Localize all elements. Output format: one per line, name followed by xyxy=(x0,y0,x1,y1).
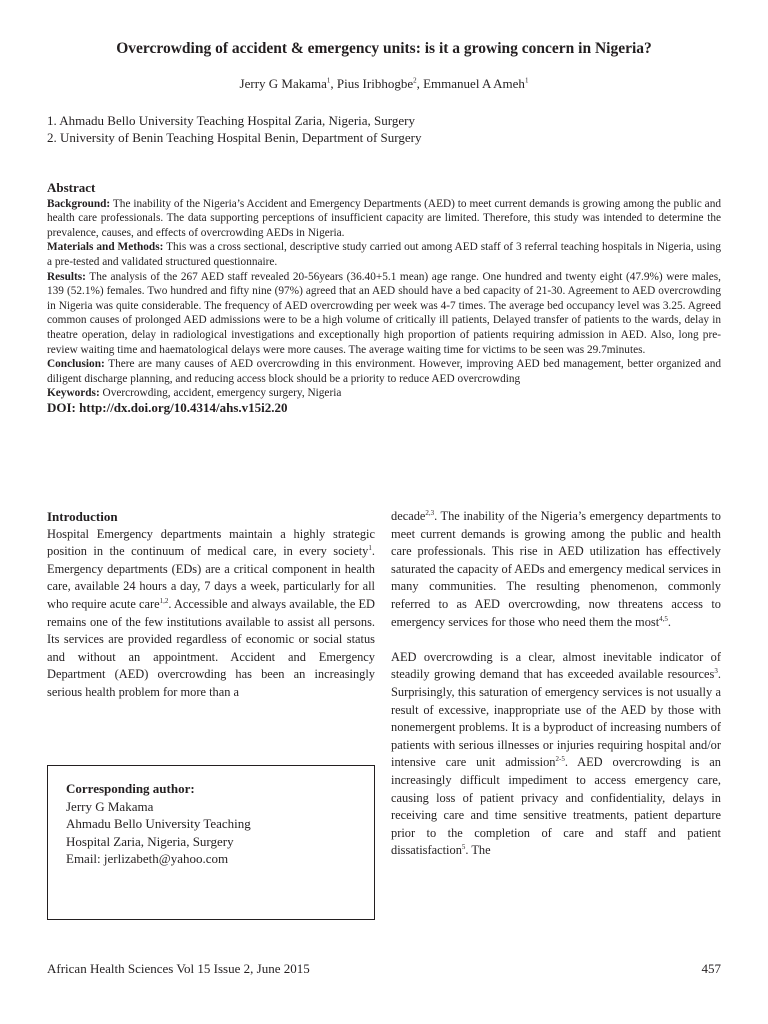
corresponding-email[interactable]: Email: jerlizabeth@yahoo.com xyxy=(66,851,229,867)
corresponding-institution-2: Hospital Zaria, Nigeria, Surgery xyxy=(66,833,234,849)
abstract-section xyxy=(47,181,721,416)
corresponding-heading: Corresponding author: xyxy=(66,781,195,796)
article-title: Overcrowding of accident & emergency units: is it a growing concern in Nigeria? xyxy=(116,40,652,57)
author-1-affil: 1 xyxy=(326,76,331,85)
author-2-affil: 2 xyxy=(413,76,417,85)
abstract-results: Results: The analysis of the 267 AED staff revealed 20-56years (36.40+5.1 mean) age range. One hundred and twenty eight (47.9%) were males, 139 (52.1%) females. Two hundred and fifty nine (97%) agreed that an AED should have a bed capacity of 21-30. Agreement to AED overcrowding in Nigeria was quite considerable. The frequency of AED overcrowding per week was 4-7 times. The average bed occupancy level was 3.25. Agreed common causes of prolonged AED admissions were to be a high volume of critically ill patients, Delayed transfer of patients to the wards, delay in theatre operation, delay in radiological investigations and exceptionally high proportion of patients requiring admission in AED. Also, long pre-review waiting time and haematological delays were more causes. The average waiting time for victims to be seen was 29.7minutes. xyxy=(47,270,721,356)
introduction-paragraph: Hospital Emergency departments maintain a highly strategic position in the continuum of medical care, in every society$^1$. Emergency departments (EDs) are a critical component in health care, available 24 hours a day, 7 days a week, particularly for all who require acute care$^{1,2}$. Accessible and always available, the ED remains one of the few institutions available to assist all persons. Its services are provided regardless of economic or social status and without an appointment. Accident and Emergency Department (AED) overcrowding has been an increasingly serious health problem for more than a xyxy=(47,526,375,699)
doi-link[interactable]: DOI: http://dx.doi.org/10.4314/ahs.v15i2.20 xyxy=(47,399,288,415)
affiliation-1: 1. Ahmadu Bello University Teaching Hospital Zaria, Nigeria, Surgery xyxy=(47,113,415,128)
corresponding-name: Jerry G Makama xyxy=(66,798,154,814)
corresponding-author-box xyxy=(47,765,375,920)
right-paragraph-1: decade$^{2,3}$. The inability of the Nigeria’s emergency departments to meet current demands is growing among the public and health care professionals. This rise in AED utilization has effectively saturated the capacity of AEDs and emergency medical services in many communities. The resulting phenomenon, commonly referred to as AED overcrowding, now threatens access to emergency services for those who need them the most$^{4,5}$. xyxy=(391,508,721,629)
corresponding-institution-1: Ahmadu Bello University Teaching xyxy=(66,816,251,832)
abstract-keywords: Keywords: Overcrowding, accident, emergency surgery, Nigeria xyxy=(47,387,342,400)
author-1: Jerry G Makama xyxy=(239,76,327,91)
abstract-conclusion: Conclusion: There are many causes of AED overcrowding in this environment. However, improving AED bed management, better organized and diligent discharge planning, and reducing access block should be a priority to reduce AED overcrowding xyxy=(47,358,721,385)
introduction-heading: Introduction xyxy=(47,509,118,524)
author-3-affil: 1 xyxy=(524,76,529,85)
page-footer xyxy=(47,961,721,977)
author-list: Jerry G Makama$^1$, Pius Iribhogbe$^2$, Emmanuel A Ameh$^1$ xyxy=(239,76,529,91)
abstract-background: Background: The inability of the Nigeria’s Accident and Emergency Departments (AED) to meet current demands is growing among the public and health care professionals. The data supporting perceptions of insufficient capacity are limited. Therefore, this study was intended to determine the prevalence, causes, and effects of overcrowding AEDs in Nigeria. xyxy=(47,197,721,239)
abstract-methods: Materials and Methods: This was a cross sectional, descriptive study carried out among AED staff of 3 referral teaching hospitals in Nigeria, using a pre-tested and validated structured questionnaire. xyxy=(47,241,721,268)
left-column xyxy=(47,508,375,702)
right-paragraph-2: AED overcrowding is a clear, almost inevitable indicator of steadily growing demand that has exceeded available resources$^3$. Surprisingly, this saturation of emergency services is not usually a result of excessive, inappropriate use of the AED by those with nonemergent problems. It is a byproduct of increasing numbers of patients with serious illnesses or injuries requiring hospital and/or intensive care unit admission$^{2-5}$. AED overcrowding is an increasingly difficult impediment to access emergency care, causing loss of patient privacy and confidentiality, delays in receiving care and time sensitive treatments, patient departure prior to the completion of care and staff and patient dissatisfaction$^5$. The xyxy=(391,649,721,858)
page-number: 457 xyxy=(701,961,721,976)
abstract-heading: Abstract xyxy=(47,180,96,195)
author-3: Emmanuel A Ameh xyxy=(423,76,525,91)
right-column xyxy=(391,508,721,860)
author-2: Pius Iribhogbe xyxy=(336,76,414,91)
journal-citation: African Health Sciences Vol 15 Issue 2, June 2015 xyxy=(47,961,310,976)
affiliation-2: 2. University of Benin Teaching Hospital Benin, Department of Surgery xyxy=(47,130,422,145)
